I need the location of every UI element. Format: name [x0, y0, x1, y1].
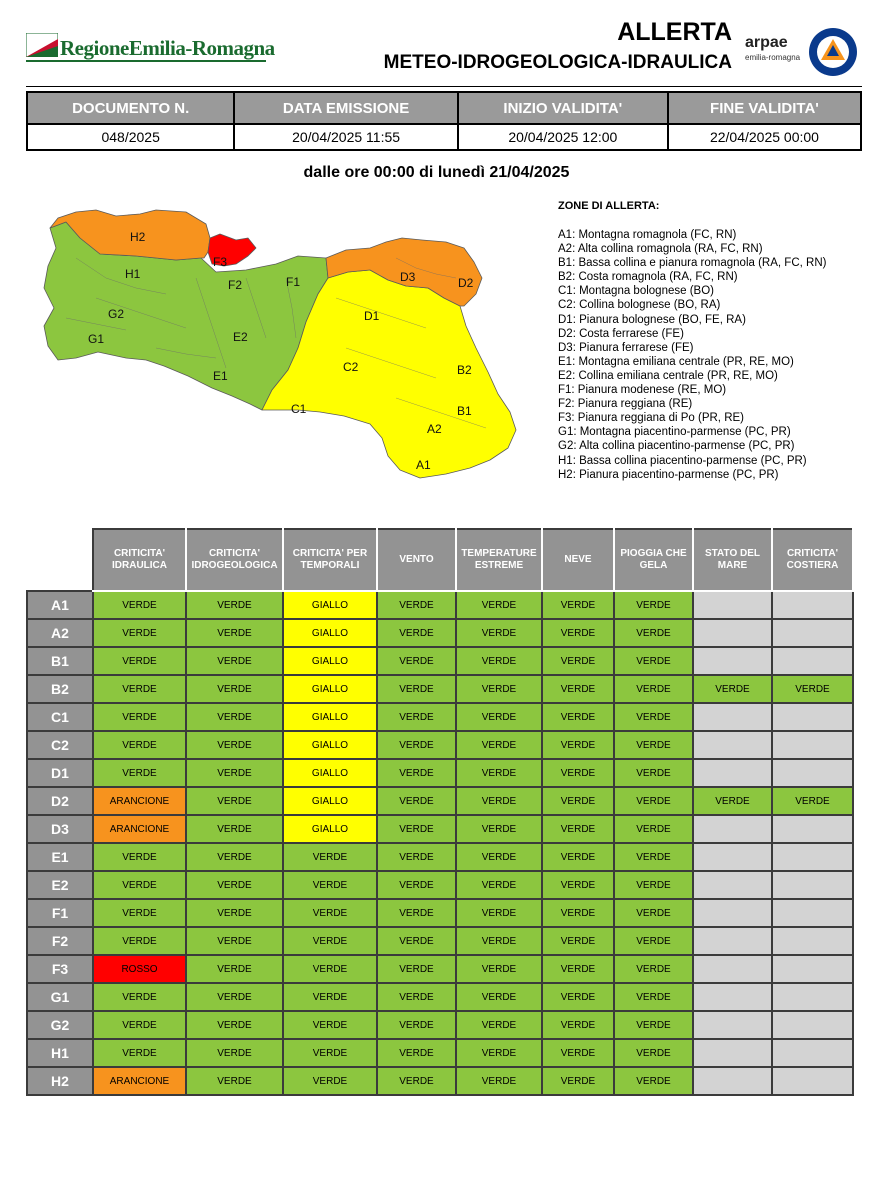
alert-level-cell: VERDE	[542, 815, 614, 843]
alert-level-cell: VERDE	[186, 983, 283, 1011]
alert-level-cell: VERDE	[186, 843, 283, 871]
alert-level-cell: GIALLO	[283, 591, 377, 619]
alert-level-cell: VERDE	[283, 983, 377, 1011]
alert-level-cell: VERDE	[186, 591, 283, 619]
zone-code-cell: A1	[27, 591, 93, 619]
validity-end-header: FINE VALIDITA'	[668, 92, 861, 124]
alert-level-cell: VERDE	[377, 731, 456, 759]
legend-item: F1: Pianura modenese (RE, MO)	[558, 384, 727, 397]
alert-level-cell: VERDE	[542, 591, 614, 619]
page-title: ALLERTA	[617, 18, 732, 46]
alert-level-cell: VERDE	[93, 1039, 186, 1067]
alert-level-cell	[772, 899, 853, 927]
alert-level-cell: GIALLO	[283, 815, 377, 843]
alert-level-cell: VERDE	[93, 899, 186, 927]
legend-item: F3: Pianura reggiana di Po (PR, RE)	[558, 412, 745, 425]
zone-code-cell: D3	[27, 815, 93, 843]
alert-level-cell	[693, 703, 772, 731]
alert-level-cell: VERDE	[614, 759, 693, 787]
alert-level-cell: VERDE	[186, 927, 283, 955]
map-label-e1: E1	[213, 369, 228, 383]
table-row	[27, 815, 853, 843]
legend-item: G1: Montagna piacentino-parmense (PC, PR)	[558, 426, 791, 439]
zone-code-cell: E2	[27, 871, 93, 899]
map-label-h2: H2	[130, 230, 146, 244]
column-header-hydraulic: CRITICITA' IDRAULICA	[93, 529, 186, 591]
alert-level-cell	[772, 1067, 853, 1095]
table-row	[27, 731, 853, 759]
civil-protection-logo-icon	[808, 27, 858, 77]
validity-subtitle: dalle ore 00:00 di lunedì 21/04/2025	[303, 164, 570, 181]
legend-item: E1: Montagna emiliana centrale (PR, RE, MO)	[558, 355, 794, 368]
header-divider	[26, 86, 862, 87]
column-header-extreme-temperature: TEMPERATURE ESTREME	[456, 529, 542, 591]
alert-level-cell: VERDE	[772, 675, 853, 703]
alert-level-cell: VERDE	[456, 787, 542, 815]
zone-code-cell: F3	[27, 955, 93, 983]
alert-level-cell: ARANCIONE	[93, 787, 186, 815]
region-flag-icon	[26, 33, 58, 57]
legend-item: C1: Montagna bolognese (BO)	[558, 285, 714, 298]
alert-level-cell: VERDE	[614, 983, 693, 1011]
alert-level-cell: VERDE	[186, 899, 283, 927]
alert-zones-map	[36, 198, 544, 494]
alert-level-cell: VERDE	[542, 1039, 614, 1067]
alert-level-cell	[772, 647, 853, 675]
alert-level-cell: VERDE	[693, 787, 772, 815]
column-header-freezing-rain: PIOGGIA CHE GELA	[614, 529, 693, 591]
alert-level-cell: VERDE	[614, 955, 693, 983]
table-row	[27, 591, 853, 619]
alert-level-cell: VERDE	[456, 759, 542, 787]
alert-level-cell: VERDE	[614, 1039, 693, 1067]
alert-level-cell: ARANCIONE	[93, 1067, 186, 1095]
zone-code-cell: H1	[27, 1039, 93, 1067]
alert-level-cell	[772, 871, 853, 899]
alert-level-cell: VERDE	[542, 703, 614, 731]
alert-level-cell: VERDE	[456, 619, 542, 647]
table-row	[27, 1039, 853, 1067]
alert-level-cell: VERDE	[542, 927, 614, 955]
alert-level-cell: VERDE	[542, 843, 614, 871]
alert-level-cell	[693, 1039, 772, 1067]
legend-item: F2: Pianura reggiana (RE)	[558, 398, 693, 411]
table-row	[27, 1011, 853, 1039]
zone-code-cell: G2	[27, 1011, 93, 1039]
map-label-d1: D1	[364, 309, 380, 323]
alert-level-cell: VERDE	[93, 759, 186, 787]
alert-level-cell: GIALLO	[283, 731, 377, 759]
alert-level-cell: VERDE	[377, 675, 456, 703]
alert-level-cell	[693, 591, 772, 619]
alert-level-cell	[693, 1011, 772, 1039]
alert-level-cell: VERDE	[614, 1011, 693, 1039]
alert-level-cell: VERDE	[456, 899, 542, 927]
alert-level-cell: VERDE	[377, 1011, 456, 1039]
alert-level-cell	[693, 983, 772, 1011]
table-row	[27, 619, 853, 647]
alert-level-cell: VERDE	[614, 675, 693, 703]
alert-level-cell: VERDE	[456, 1039, 542, 1067]
legend-item: C2: Collina bolognese (BO, RA)	[558, 299, 721, 312]
alert-level-cell: VERDE	[614, 591, 693, 619]
alert-level-cell	[772, 731, 853, 759]
alert-level-cell: VERDE	[186, 1011, 283, 1039]
zone-code-cell: B2	[27, 675, 93, 703]
validity-start: 20/04/2025 12:00	[458, 124, 668, 150]
alert-level-cell: VERDE	[283, 927, 377, 955]
alert-level-cell	[693, 815, 772, 843]
alert-level-cell	[693, 871, 772, 899]
alert-level-cell: VERDE	[542, 1011, 614, 1039]
alert-level-cell: VERDE	[456, 815, 542, 843]
legend-item: A2: Alta collina romagnola (RA, FC, RN)	[558, 243, 763, 256]
alert-level-cell: VERDE	[93, 983, 186, 1011]
alert-level-cell: VERDE	[377, 591, 456, 619]
alert-level-cell: VERDE	[93, 871, 186, 899]
alert-level-cell	[772, 815, 853, 843]
alert-level-cell: VERDE	[186, 1039, 283, 1067]
alert-level-cell	[693, 843, 772, 871]
alert-level-cell: ARANCIONE	[93, 815, 186, 843]
alert-level-cell: VERDE	[377, 983, 456, 1011]
document-number-header: DOCUMENTO N.	[27, 92, 234, 124]
document-number: 048/2025	[27, 124, 234, 150]
table-row	[27, 983, 853, 1011]
document-info-value-row	[27, 124, 861, 150]
alert-level-cell	[772, 1039, 853, 1067]
alert-level-cell	[772, 1011, 853, 1039]
alert-level-cell: VERDE	[772, 787, 853, 815]
alert-level-cell: GIALLO	[283, 675, 377, 703]
region-logo-underline	[26, 60, 266, 62]
map-label-c1: C1	[291, 402, 307, 416]
alert-level-cell	[693, 899, 772, 927]
alert-level-cell: VERDE	[93, 703, 186, 731]
alert-level-cell: ROSSO	[93, 955, 186, 983]
column-header-wind: VENTO	[377, 529, 456, 591]
legend-item: D2: Costa ferrarese (FE)	[558, 327, 684, 340]
alert-level-cell: VERDE	[377, 1067, 456, 1095]
validity-end: 22/04/2025 00:00	[668, 124, 861, 150]
table-row	[27, 787, 853, 815]
alert-level-cell: VERDE	[283, 1067, 377, 1095]
alert-level-cell: VERDE	[377, 1039, 456, 1067]
alert-level-cell: VERDE	[283, 899, 377, 927]
table-row	[27, 927, 853, 955]
alert-table-corner	[27, 529, 93, 591]
legend-title: ZONE DI ALLERTA:	[558, 200, 660, 212]
alert-level-cell: VERDE	[542, 899, 614, 927]
alert-level-cell: VERDE	[186, 787, 283, 815]
alert-level-cell: VERDE	[377, 899, 456, 927]
table-row	[27, 647, 853, 675]
alert-level-cell: VERDE	[377, 871, 456, 899]
alert-level-cell: VERDE	[614, 871, 693, 899]
legend-item: E2: Collina emiliana centrale (PR, RE, MO)	[558, 369, 778, 382]
column-header-snow: NEVE	[542, 529, 614, 591]
column-header-hydrogeological: CRITICITA' IDROGEOLOGICA	[186, 529, 283, 591]
map-label-a1: A1	[416, 458, 431, 472]
alert-level-cell: VERDE	[614, 619, 693, 647]
alert-level-cell: GIALLO	[283, 703, 377, 731]
alert-level-cell: VERDE	[542, 675, 614, 703]
alert-level-cell: VERDE	[93, 619, 186, 647]
map-label-g1: G1	[88, 332, 105, 346]
alert-level-cell: VERDE	[186, 759, 283, 787]
alert-level-cell: VERDE	[93, 731, 186, 759]
map-label-h1: H1	[125, 267, 141, 281]
alert-level-cell	[693, 647, 772, 675]
alert-level-cell: VERDE	[456, 871, 542, 899]
legend-item: H2: Pianura piacentino-parmense (PC, PR)	[558, 468, 779, 481]
alert-level-cell: VERDE	[542, 955, 614, 983]
table-row	[27, 955, 853, 983]
alert-level-cell: VERDE	[456, 703, 542, 731]
map-label-b2: B2	[457, 363, 472, 377]
zone-code-cell: C1	[27, 703, 93, 731]
alert-level-cell: VERDE	[186, 731, 283, 759]
alert-level-cell: VERDE	[614, 703, 693, 731]
alert-level-cell	[772, 843, 853, 871]
alert-level-cell: VERDE	[377, 647, 456, 675]
alert-level-cell: VERDE	[542, 619, 614, 647]
alert-level-cell: VERDE	[377, 703, 456, 731]
alert-level-cell: VERDE	[93, 675, 186, 703]
alert-table-header-row	[27, 529, 853, 591]
arpae-logo-text: arpae	[745, 34, 788, 51]
alert-level-cell: VERDE	[377, 927, 456, 955]
column-header-sea-state: STATO DEL MARE	[693, 529, 772, 591]
table-row	[27, 759, 853, 787]
document-info-table	[26, 91, 862, 151]
alert-level-cell: VERDE	[614, 927, 693, 955]
alert-level-cell: VERDE	[186, 703, 283, 731]
alert-level-cell: VERDE	[283, 871, 377, 899]
alert-level-cell	[772, 619, 853, 647]
alert-level-cell: VERDE	[283, 843, 377, 871]
zone-code-cell: B1	[27, 647, 93, 675]
region-logo	[26, 30, 275, 66]
alert-level-cell: VERDE	[456, 675, 542, 703]
map-label-g2: G2	[108, 307, 125, 321]
alert-table-body	[27, 591, 853, 1095]
alert-level-cell: VERDE	[377, 787, 456, 815]
zone-code-cell: A2	[27, 619, 93, 647]
alert-level-cell: VERDE	[542, 983, 614, 1011]
alert-level-cell: VERDE	[186, 871, 283, 899]
alert-level-cell: VERDE	[186, 815, 283, 843]
alert-level-cell: VERDE	[614, 731, 693, 759]
alert-level-cell	[772, 955, 853, 983]
alert-level-cell: GIALLO	[283, 787, 377, 815]
alert-level-cell	[693, 1067, 772, 1095]
alert-level-cell: VERDE	[614, 647, 693, 675]
alert-level-cell: VERDE	[542, 787, 614, 815]
alert-level-cell: VERDE	[542, 1067, 614, 1095]
zone-code-cell: F1	[27, 899, 93, 927]
alert-level-cell: VERDE	[93, 1011, 186, 1039]
legend-item: D3: Pianura ferrarese (FE)	[558, 341, 694, 354]
map-label-f1: F1	[286, 275, 301, 289]
zone-code-cell: H2	[27, 1067, 93, 1095]
region-logo-text: RegioneEmilia-Romagna	[60, 36, 275, 60]
alert-level-cell	[772, 759, 853, 787]
alert-level-cell: VERDE	[614, 1067, 693, 1095]
alert-level-cell: VERDE	[283, 955, 377, 983]
table-row	[27, 703, 853, 731]
alert-level-cell: VERDE	[93, 843, 186, 871]
alert-level-cell	[693, 955, 772, 983]
alert-level-cell: VERDE	[693, 675, 772, 703]
alert-level-cell: VERDE	[186, 675, 283, 703]
alert-level-cell: VERDE	[456, 1067, 542, 1095]
alert-level-cell: VERDE	[456, 1011, 542, 1039]
zone-code-cell: G1	[27, 983, 93, 1011]
alert-level-cell: VERDE	[456, 591, 542, 619]
alert-level-cell: VERDE	[377, 815, 456, 843]
zone-code-cell: F2	[27, 927, 93, 955]
zone-code-cell: D2	[27, 787, 93, 815]
alert-level-cell: VERDE	[456, 843, 542, 871]
zone-code-cell: C2	[27, 731, 93, 759]
alert-level-cell: VERDE	[456, 731, 542, 759]
alert-level-cell	[693, 759, 772, 787]
map-label-f3: F3	[213, 255, 228, 269]
validity-start-header: INIZIO VALIDITA'	[458, 92, 668, 124]
alert-level-cell: VERDE	[186, 647, 283, 675]
alert-level-cell: VERDE	[542, 731, 614, 759]
alert-level-cell	[772, 983, 853, 1011]
alert-level-cell: VERDE	[377, 955, 456, 983]
alert-level-cell: VERDE	[93, 591, 186, 619]
legend-item: G2: Alta collina piacentino-parmense (PC, PR)	[558, 440, 795, 453]
zone-code-cell: D1	[27, 759, 93, 787]
alert-level-table	[26, 528, 854, 1096]
map-label-d2: D2	[458, 276, 474, 290]
alert-level-cell	[693, 619, 772, 647]
alert-level-cell: VERDE	[542, 647, 614, 675]
zone-code-cell: E1	[27, 843, 93, 871]
alert-level-cell: VERDE	[614, 815, 693, 843]
map-label-c2: C2	[343, 360, 359, 374]
map-label-f2: F2	[228, 278, 243, 292]
alert-level-cell: GIALLO	[283, 759, 377, 787]
alert-level-cell: VERDE	[283, 1011, 377, 1039]
table-row	[27, 1067, 853, 1095]
page-subtitle: METEO-IDROGEOLOGICA-IDRAULICA	[383, 52, 732, 73]
alert-level-cell	[693, 927, 772, 955]
alert-level-cell: VERDE	[283, 1039, 377, 1067]
alert-level-cell: VERDE	[456, 927, 542, 955]
alert-level-cell: VERDE	[542, 871, 614, 899]
alert-level-cell: VERDE	[614, 899, 693, 927]
legend-item: B2: Costa romagnola (RA, FC, RN)	[558, 271, 738, 284]
legend-item: B1: Bassa collina e pianura romagnola (RA, FC, RN)	[558, 257, 827, 270]
alert-level-cell: VERDE	[614, 787, 693, 815]
legend-item: D1: Pianura bolognese (BO, FE, RA)	[558, 313, 746, 326]
alert-level-cell: VERDE	[186, 619, 283, 647]
column-header-coastal: CRITICITA' COSTIERA	[772, 529, 853, 591]
alert-level-cell: VERDE	[377, 843, 456, 871]
alert-level-cell: VERDE	[542, 759, 614, 787]
alert-level-cell: VERDE	[456, 955, 542, 983]
document-info-header-row	[27, 92, 861, 124]
alert-level-cell: VERDE	[93, 927, 186, 955]
alert-level-cell	[772, 591, 853, 619]
map-label-e2: E2	[233, 330, 248, 344]
map-label-d3: D3	[400, 270, 416, 284]
legend-item: H1: Bassa collina piacentino-parmense (PC, PR)	[558, 454, 807, 467]
alert-level-cell: VERDE	[377, 619, 456, 647]
alert-level-cell: VERDE	[614, 843, 693, 871]
table-row	[27, 675, 853, 703]
table-row	[27, 899, 853, 927]
alert-level-cell	[772, 927, 853, 955]
map-label-a2: A2	[427, 422, 442, 436]
alert-level-cell	[693, 731, 772, 759]
alert-level-cell: VERDE	[456, 983, 542, 1011]
map-label-b1: B1	[457, 404, 472, 418]
alert-level-cell: VERDE	[186, 1067, 283, 1095]
arpae-logo-subtext: emilia-romagna	[745, 53, 801, 62]
legend-item: A1: Montagna romagnola (FC, RN)	[558, 229, 737, 241]
legend-list	[558, 228, 826, 482]
alert-level-cell: VERDE	[456, 647, 542, 675]
issue-date-header: DATA EMISSIONE	[234, 92, 457, 124]
column-header-thunderstorm: CRITICITA' PER TEMPORALI	[283, 529, 377, 591]
alert-level-cell: GIALLO	[283, 647, 377, 675]
table-row	[27, 843, 853, 871]
arpae-logo	[745, 34, 805, 68]
alert-level-cell	[772, 703, 853, 731]
alert-level-cell: VERDE	[377, 759, 456, 787]
issue-date: 20/04/2025 11:55	[234, 124, 457, 150]
alert-level-cell: VERDE	[186, 955, 283, 983]
table-row	[27, 871, 853, 899]
alert-level-cell: GIALLO	[283, 619, 377, 647]
alert-level-cell: VERDE	[93, 647, 186, 675]
